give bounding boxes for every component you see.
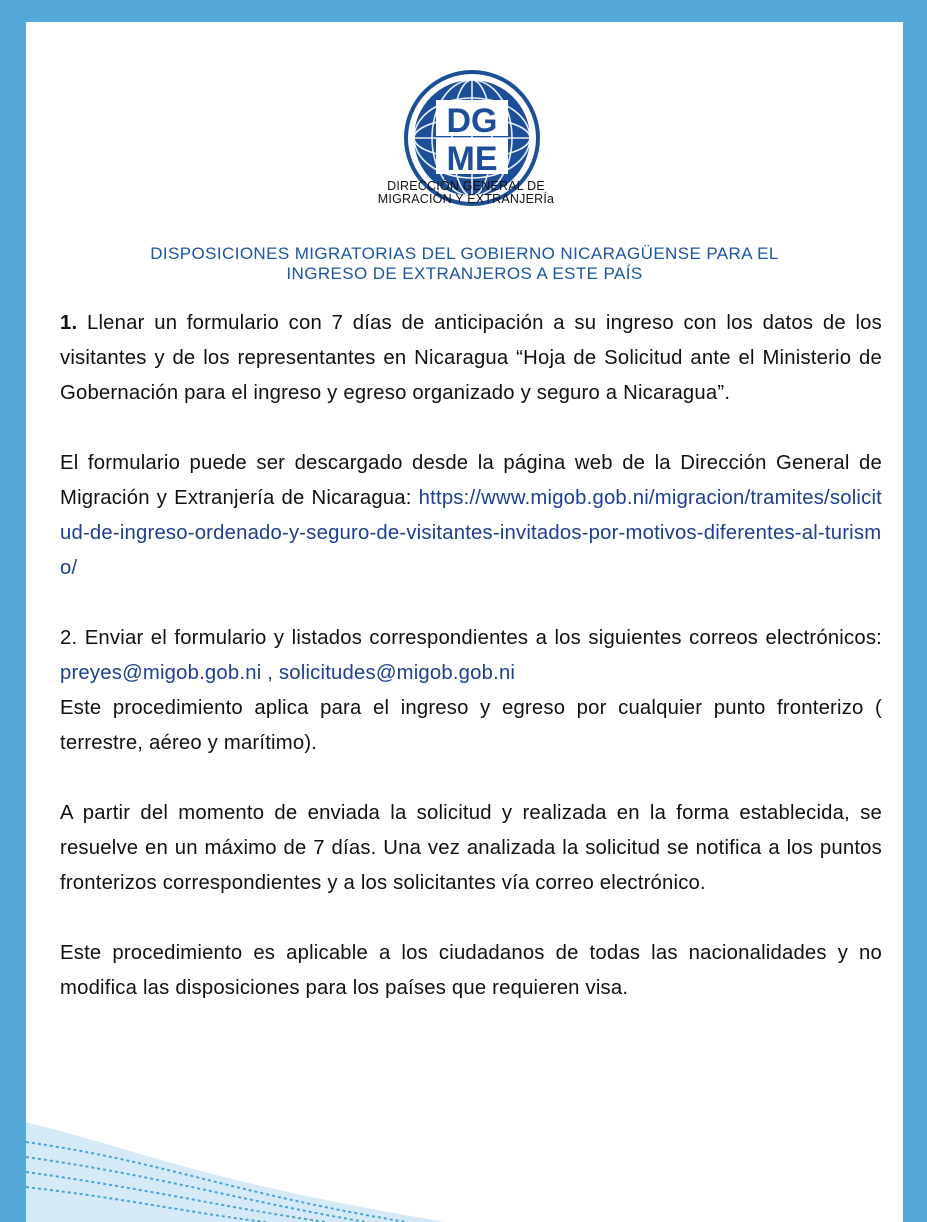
org-line-1: DIRECCIÓN GENERAL DE [387, 179, 545, 193]
email-separator: , [261, 662, 279, 684]
form-download-link[interactable]: https://www.migob.gob.ni/migracion/tramites/solicitud-de-ingreso-ordenado-y-seguro-de-visitantes-invitados-por-motivos-diferentes-al-turismo/ [60, 487, 882, 579]
document-title [56, 244, 873, 284]
step-2-paragraph [60, 621, 882, 761]
step-1-paragraph [60, 306, 882, 411]
step-1-text: Llenar un formulario con 7 días de anticipación a su ingreso con los datos de los visitantes y de los representantes en Nicaragua “Hoja de Solicitud ante el Ministerio de Gobernación para el ingreso y egreso organizado y seguro a Nicaragua”. [60, 312, 882, 404]
download-paragraph [60, 446, 882, 586]
logo-letters-top: DG [446, 102, 498, 140]
email-link-solicitudes[interactable]: solicitudes@migob.gob.ni [278, 662, 516, 684]
logo-letters-bottom: ME [446, 140, 498, 178]
document-page [26, 22, 903, 1222]
title-line-2: INGRESO DE EXTRANJEROS A ESTE PAÍS [286, 264, 643, 283]
step-2-text: 2. Enviar el formulario y listados correspondientes a los siguientes correos electrónicos: [60, 627, 882, 649]
resolution-paragraph: A partir del momento de enviada la solicitud y realizada en la forma establecida, se resuelve en un máximo de 7 días. Una vez analizada la solicitud se notifica a los puntos fronterizos correspondientes y a los solicitantes vía correo electrónico. [60, 802, 882, 894]
org-line-2: MIGRACIÓN Y EXTRANJERÍa [377, 192, 555, 206]
step-1-number: 1. [60, 312, 78, 334]
download-text: El formulario puede ser descargado desde la página web de la Dirección General de Migración y Extranjería de Nicaragua: [60, 452, 882, 509]
applicability-paragraph: Este procedimiento es aplicable a los ciudadanos de todas las nacionalidades y no modifica las disposiciones para los países que requieren visa. [60, 942, 882, 999]
step-2-procedure-text: Este procedimiento aplica para el ingreso y egreso por cualquier punto fronterizo ( terrestre, aéreo y marítimo). [60, 697, 882, 754]
document-body [60, 306, 882, 1006]
organization-name [366, 180, 566, 206]
decorative-waves [26, 1082, 903, 1222]
title-line-1: DISPOSICIONES MIGRATORIAS DEL GOBIERNO NICARAGÜENSE PARA EL [150, 244, 779, 263]
email-link-preyes[interactable]: preyes@migob.gob.ni [60, 662, 262, 684]
